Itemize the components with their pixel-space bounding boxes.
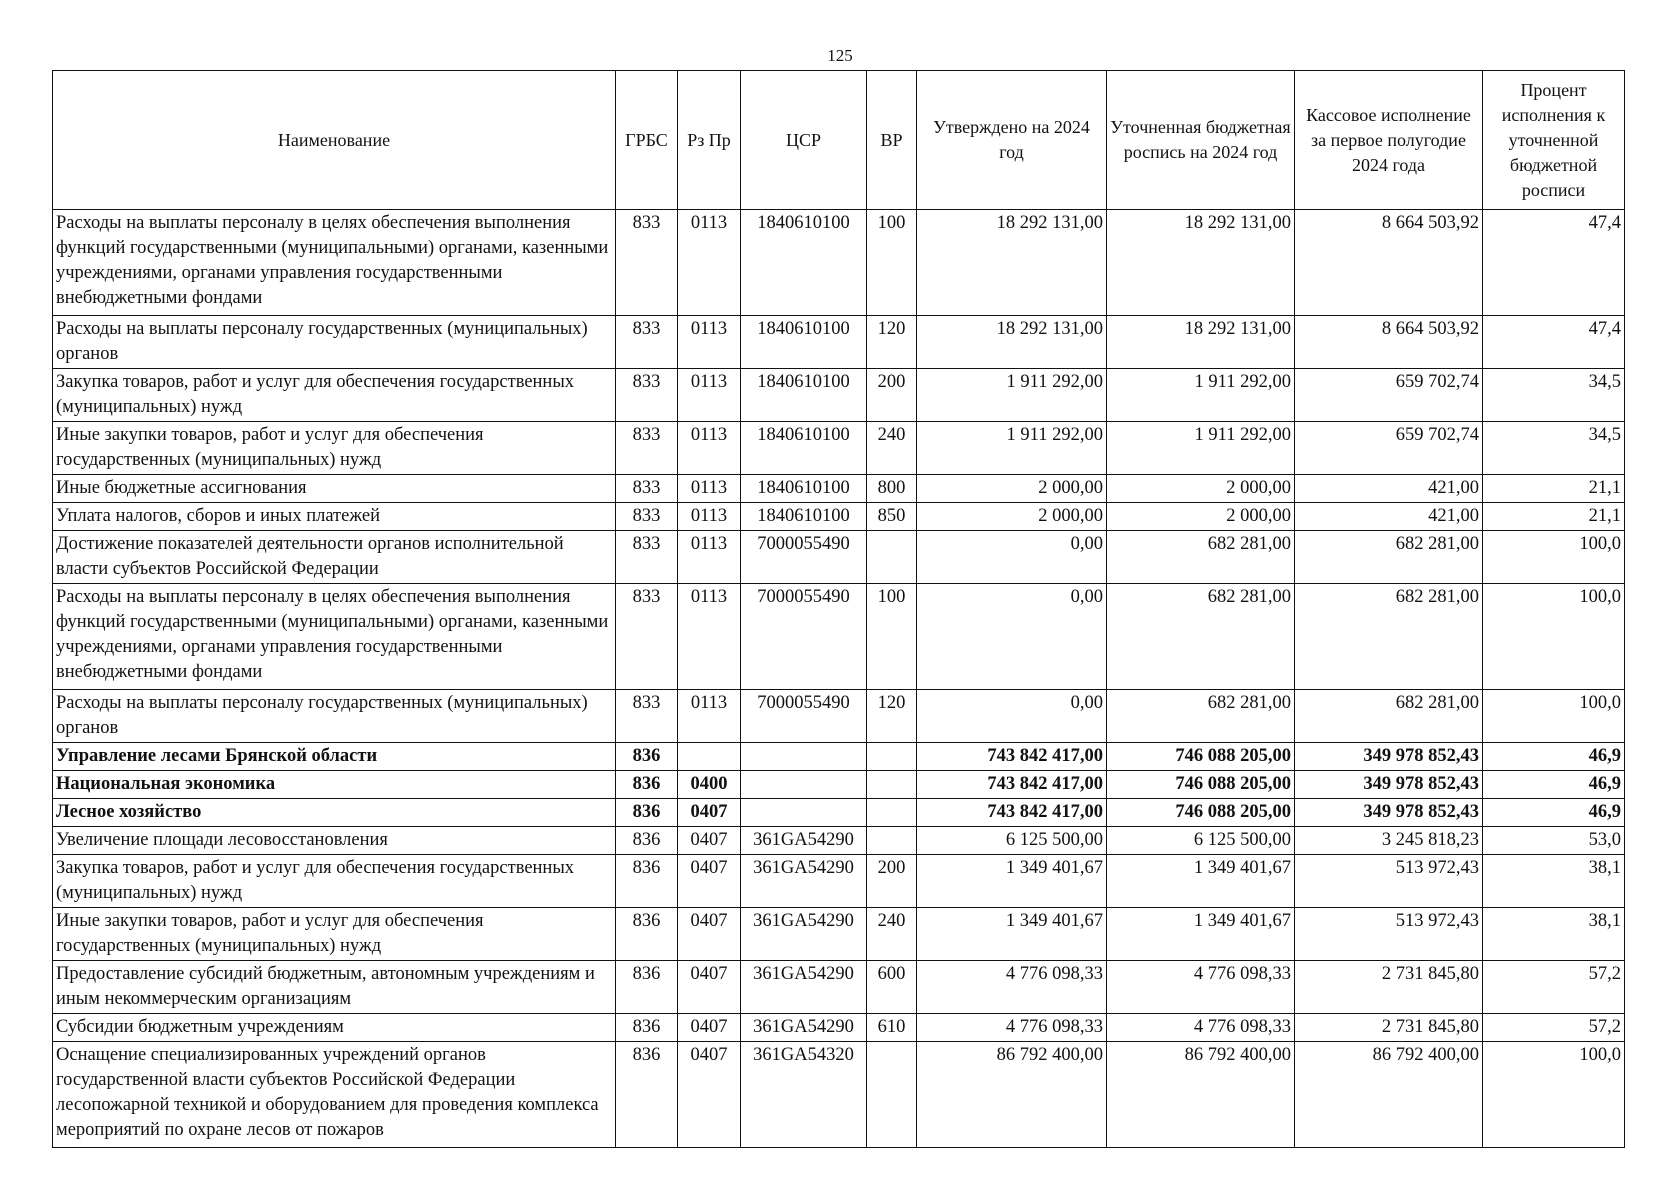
- cell-executed: 3 245 818,23: [1295, 827, 1483, 855]
- cell-approved: 1 911 292,00: [917, 422, 1107, 475]
- cell-executed: 659 702,74: [1295, 422, 1483, 475]
- cell-refined: 1 349 401,67: [1107, 908, 1295, 961]
- cell-csr: 361GA54290: [741, 961, 867, 1014]
- cell-name: Субсидии бюджетным учреждениям: [53, 1014, 616, 1042]
- header-csr: ЦСР: [741, 71, 867, 210]
- cell-approved: 1 349 401,67: [917, 908, 1107, 961]
- cell-grbs: 833: [616, 316, 678, 369]
- cell-approved: 4 776 098,33: [917, 961, 1107, 1014]
- cell-executed: 8 664 503,92: [1295, 316, 1483, 369]
- cell-refined: 86 792 400,00: [1107, 1042, 1295, 1148]
- table-row: [53, 584, 1625, 690]
- table-row: [53, 799, 1625, 827]
- cell-vr: 200: [867, 855, 917, 908]
- cell-csr: 7000055490: [741, 531, 867, 584]
- table-row: [53, 422, 1625, 475]
- cell-refined: 682 281,00: [1107, 690, 1295, 743]
- cell-name: Иные бюджетные ассигнования: [53, 475, 616, 503]
- cell-name: Достижение показателей деятельности органов исполнительной власти субъектов Российской Федерации: [53, 531, 616, 584]
- header-percent: Процент исполнения к уточненной бюджетной росписи: [1483, 71, 1625, 210]
- cell-grbs: 833: [616, 369, 678, 422]
- table-row: [53, 961, 1625, 1014]
- cell-approved: 2 000,00: [917, 503, 1107, 531]
- cell-name: Национальная экономика: [53, 771, 616, 799]
- cell-percent: 21,1: [1483, 475, 1625, 503]
- cell-percent: 53,0: [1483, 827, 1625, 855]
- table-row: [53, 855, 1625, 908]
- cell-name: Расходы на выплаты персоналу государственных (муниципальных) органов: [53, 316, 616, 369]
- cell-rzpr: 0407: [678, 1042, 741, 1148]
- cell-vr: 600: [867, 961, 917, 1014]
- cell-grbs: 833: [616, 210, 678, 316]
- cell-vr: 120: [867, 316, 917, 369]
- cell-approved: 743 842 417,00: [917, 771, 1107, 799]
- cell-percent: 46,9: [1483, 771, 1625, 799]
- cell-csr: 1840610100: [741, 210, 867, 316]
- cell-vr: 850: [867, 503, 917, 531]
- cell-vr: 240: [867, 422, 917, 475]
- cell-approved: 18 292 131,00: [917, 316, 1107, 369]
- cell-csr: 361GA54290: [741, 1014, 867, 1042]
- cell-rzpr: 0407: [678, 908, 741, 961]
- cell-vr: [867, 827, 917, 855]
- cell-vr: 120: [867, 690, 917, 743]
- cell-percent: 38,1: [1483, 855, 1625, 908]
- page-number: 125: [827, 46, 853, 65]
- cell-executed: 349 978 852,43: [1295, 743, 1483, 771]
- cell-percent: 57,2: [1483, 1014, 1625, 1042]
- header-grbs: ГРБС: [616, 71, 678, 210]
- cell-name: Иные закупки товаров, работ и услуг для обеспечения государственных (муниципальных) нужд: [53, 908, 616, 961]
- cell-refined: 2 000,00: [1107, 503, 1295, 531]
- cell-executed: 682 281,00: [1295, 531, 1483, 584]
- cell-csr: 7000055490: [741, 584, 867, 690]
- cell-refined: 4 776 098,33: [1107, 1014, 1295, 1042]
- cell-approved: 2 000,00: [917, 475, 1107, 503]
- cell-grbs: 833: [616, 503, 678, 531]
- cell-executed: 349 978 852,43: [1295, 799, 1483, 827]
- cell-vr: [867, 743, 917, 771]
- cell-rzpr: 0400: [678, 771, 741, 799]
- cell-refined: 18 292 131,00: [1107, 316, 1295, 369]
- table-row: [53, 369, 1625, 422]
- table-row: [53, 475, 1625, 503]
- cell-refined: 746 088 205,00: [1107, 743, 1295, 771]
- cell-rzpr: 0113: [678, 210, 741, 316]
- cell-grbs: 833: [616, 531, 678, 584]
- cell-executed: 2 731 845,80: [1295, 961, 1483, 1014]
- cell-approved: 18 292 131,00: [917, 210, 1107, 316]
- cell-rzpr: 0113: [678, 475, 741, 503]
- table-row: [53, 1042, 1625, 1148]
- cell-csr: [741, 743, 867, 771]
- cell-csr: 7000055490: [741, 690, 867, 743]
- cell-rzpr: 0113: [678, 531, 741, 584]
- cell-executed: 513 972,43: [1295, 908, 1483, 961]
- cell-rzpr: 0407: [678, 799, 741, 827]
- cell-rzpr: 0113: [678, 584, 741, 690]
- table-row: [53, 827, 1625, 855]
- cell-grbs: 836: [616, 1014, 678, 1042]
- table-row: [53, 316, 1625, 369]
- table-header-row: [53, 71, 1625, 210]
- cell-approved: 0,00: [917, 531, 1107, 584]
- cell-executed: 682 281,00: [1295, 584, 1483, 690]
- cell-grbs: 836: [616, 855, 678, 908]
- budget-execution-table: [52, 70, 1625, 1148]
- cell-percent: 46,9: [1483, 743, 1625, 771]
- cell-percent: 47,4: [1483, 316, 1625, 369]
- cell-refined: 682 281,00: [1107, 531, 1295, 584]
- cell-csr: 1840610100: [741, 422, 867, 475]
- cell-grbs: 833: [616, 584, 678, 690]
- cell-vr: 100: [867, 210, 917, 316]
- cell-refined: 6 125 500,00: [1107, 827, 1295, 855]
- cell-executed: 2 731 845,80: [1295, 1014, 1483, 1042]
- cell-refined: 682 281,00: [1107, 584, 1295, 690]
- cell-name: Закупка товаров, работ и услуг для обеспечения государственных (муниципальных) нужд: [53, 855, 616, 908]
- cell-rzpr: 0113: [678, 369, 741, 422]
- cell-executed: 349 978 852,43: [1295, 771, 1483, 799]
- cell-rzpr: 0113: [678, 422, 741, 475]
- cell-percent: 47,4: [1483, 210, 1625, 316]
- cell-percent: 100,0: [1483, 1042, 1625, 1148]
- cell-percent: 100,0: [1483, 584, 1625, 690]
- cell-refined: 18 292 131,00: [1107, 210, 1295, 316]
- cell-percent: 100,0: [1483, 531, 1625, 584]
- cell-refined: 746 088 205,00: [1107, 771, 1295, 799]
- cell-executed: 86 792 400,00: [1295, 1042, 1483, 1148]
- cell-csr: 1840610100: [741, 369, 867, 422]
- cell-approved: 4 776 098,33: [917, 1014, 1107, 1042]
- cell-executed: 513 972,43: [1295, 855, 1483, 908]
- cell-grbs: 836: [616, 771, 678, 799]
- cell-executed: 421,00: [1295, 503, 1483, 531]
- table-row: [53, 503, 1625, 531]
- header-rzpr: Рз Пр: [678, 71, 741, 210]
- cell-approved: 1 911 292,00: [917, 369, 1107, 422]
- cell-rzpr: 0407: [678, 1014, 741, 1042]
- table-row: [53, 210, 1625, 316]
- cell-refined: 1 911 292,00: [1107, 369, 1295, 422]
- cell-csr: 361GA54320: [741, 1042, 867, 1148]
- cell-vr: [867, 771, 917, 799]
- table-row: [53, 743, 1625, 771]
- cell-vr: 200: [867, 369, 917, 422]
- cell-rzpr: 0113: [678, 503, 741, 531]
- cell-vr: [867, 799, 917, 827]
- cell-approved: 743 842 417,00: [917, 799, 1107, 827]
- cell-name: Закупка товаров, работ и услуг для обеспечения государственных (муниципальных) нужд: [53, 369, 616, 422]
- cell-csr: 1840610100: [741, 475, 867, 503]
- cell-rzpr: 0407: [678, 827, 741, 855]
- cell-percent: 46,9: [1483, 799, 1625, 827]
- cell-percent: 57,2: [1483, 961, 1625, 1014]
- cell-vr: [867, 531, 917, 584]
- table-row: [53, 908, 1625, 961]
- table-row: [53, 690, 1625, 743]
- table-row: [53, 1014, 1625, 1042]
- cell-name: Расходы на выплаты персоналу государственных (муниципальных) органов: [53, 690, 616, 743]
- cell-executed: 421,00: [1295, 475, 1483, 503]
- cell-name: Иные закупки товаров, работ и услуг для обеспечения государственных (муниципальных) нужд: [53, 422, 616, 475]
- cell-rzpr: 0113: [678, 690, 741, 743]
- cell-name: Оснащение специализированных учреждений органов государственной власти субъектов Российской Федерации лесопожарной техникой и оборудованием для проведения комплекса мероприятий по охране лесов от пожаров: [53, 1042, 616, 1148]
- cell-executed: 8 664 503,92: [1295, 210, 1483, 316]
- cell-grbs: 836: [616, 827, 678, 855]
- cell-refined: 1 349 401,67: [1107, 855, 1295, 908]
- cell-refined: 746 088 205,00: [1107, 799, 1295, 827]
- cell-name: Уплата налогов, сборов и иных платежей: [53, 503, 616, 531]
- cell-percent: 38,1: [1483, 908, 1625, 961]
- cell-name: Увеличение площади лесовосстановления: [53, 827, 616, 855]
- cell-refined: 1 911 292,00: [1107, 422, 1295, 475]
- cell-grbs: 836: [616, 743, 678, 771]
- cell-percent: 100,0: [1483, 690, 1625, 743]
- cell-grbs: 836: [616, 961, 678, 1014]
- cell-approved: 6 125 500,00: [917, 827, 1107, 855]
- cell-refined: 2 000,00: [1107, 475, 1295, 503]
- cell-grbs: 833: [616, 690, 678, 743]
- cell-approved: 0,00: [917, 584, 1107, 690]
- header-approved: Утверждено на 2024 год: [917, 71, 1107, 210]
- cell-vr: 610: [867, 1014, 917, 1042]
- cell-approved: 86 792 400,00: [917, 1042, 1107, 1148]
- cell-csr: 361GA54290: [741, 827, 867, 855]
- cell-executed: 682 281,00: [1295, 690, 1483, 743]
- cell-csr: [741, 799, 867, 827]
- cell-name: Расходы на выплаты персоналу в целях обеспечения выполнения функций государственными (муниципальными) органами, казенными учреждениями, органами управления государственными внебюджетными фондами: [53, 584, 616, 690]
- cell-percent: 34,5: [1483, 369, 1625, 422]
- cell-executed: 659 702,74: [1295, 369, 1483, 422]
- cell-rzpr: 0407: [678, 855, 741, 908]
- cell-approved: 743 842 417,00: [917, 743, 1107, 771]
- cell-name: Управление лесами Брянской области: [53, 743, 616, 771]
- cell-grbs: 833: [616, 422, 678, 475]
- cell-csr: [741, 771, 867, 799]
- cell-percent: 34,5: [1483, 422, 1625, 475]
- cell-rzpr: [678, 743, 741, 771]
- cell-vr: 100: [867, 584, 917, 690]
- cell-grbs: 833: [616, 475, 678, 503]
- cell-refined: 4 776 098,33: [1107, 961, 1295, 1014]
- header-refined: Уточненная бюджетная роспись на 2024 год: [1107, 71, 1295, 210]
- cell-grbs: 836: [616, 908, 678, 961]
- cell-csr: 361GA54290: [741, 908, 867, 961]
- cell-csr: 1840610100: [741, 316, 867, 369]
- cell-name: Предоставление субсидий бюджетным, автономным учреждениям и иным некоммерческим организациям: [53, 961, 616, 1014]
- cell-vr: [867, 1042, 917, 1148]
- header-vr: ВР: [867, 71, 917, 210]
- table-row: [53, 771, 1625, 799]
- cell-vr: 800: [867, 475, 917, 503]
- cell-approved: 0,00: [917, 690, 1107, 743]
- header-executed: Кассовое исполнение за первое полугодие 2024 года: [1295, 71, 1483, 210]
- cell-percent: 21,1: [1483, 503, 1625, 531]
- cell-vr: 240: [867, 908, 917, 961]
- cell-grbs: 836: [616, 799, 678, 827]
- cell-csr: 1840610100: [741, 503, 867, 531]
- header-name: Наименование: [53, 71, 616, 210]
- cell-name: Расходы на выплаты персоналу в целях обеспечения выполнения функций государственными (муниципальными) органами, казенными учреждениями, органами управления государственными внебюджетными фондами: [53, 210, 616, 316]
- cell-rzpr: 0113: [678, 316, 741, 369]
- cell-grbs: 836: [616, 1042, 678, 1148]
- table-row: [53, 531, 1625, 584]
- cell-rzpr: 0407: [678, 961, 741, 1014]
- cell-approved: 1 349 401,67: [917, 855, 1107, 908]
- cell-csr: 361GA54290: [741, 855, 867, 908]
- cell-name: Лесное хозяйство: [53, 799, 616, 827]
